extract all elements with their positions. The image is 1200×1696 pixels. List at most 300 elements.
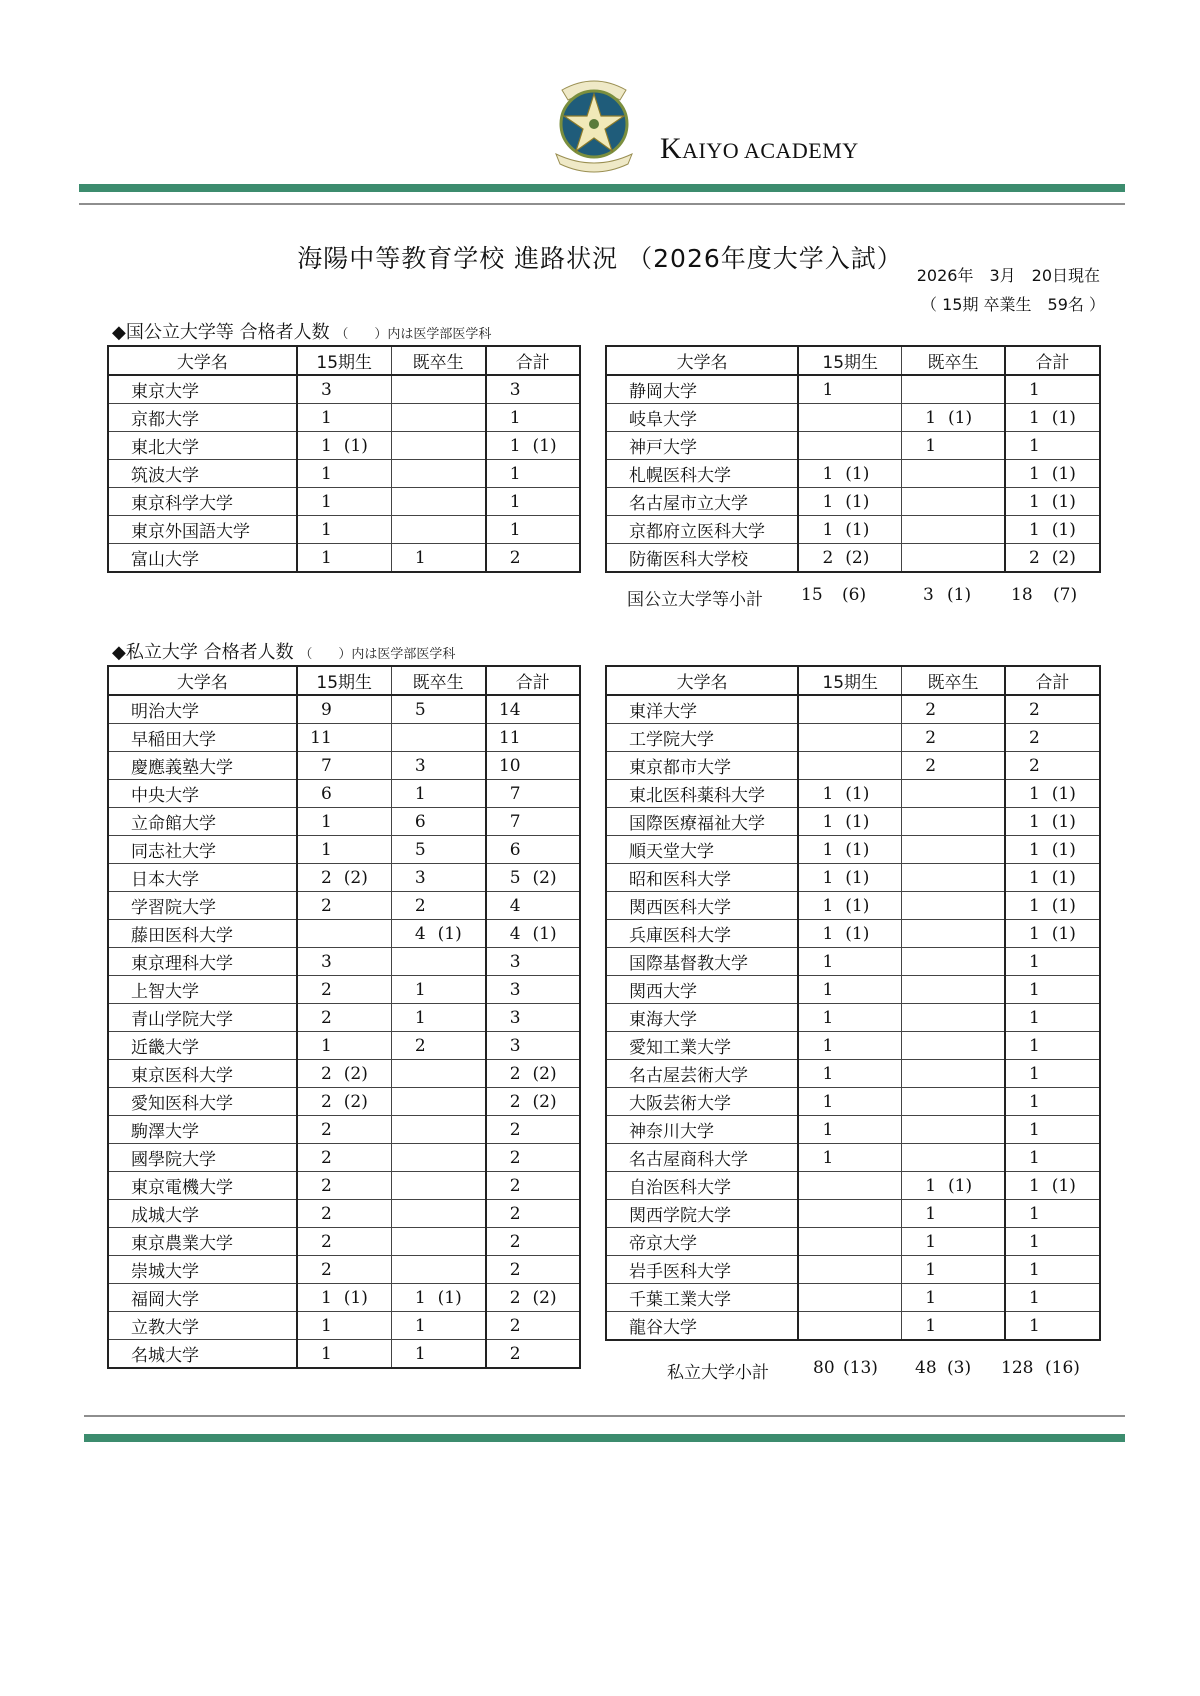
current-cell — [798, 724, 901, 752]
current-count: 1 — [320, 811, 332, 832]
total-count: 3 — [509, 1035, 521, 1056]
total-medical-count: (2) — [532, 1091, 557, 1112]
current-cell — [798, 432, 901, 460]
table-row — [606, 1256, 1100, 1284]
total-cell — [1005, 488, 1100, 516]
current-cell — [798, 976, 901, 1004]
graduate-cell — [902, 432, 1005, 460]
graduate-cell — [902, 752, 1005, 780]
total-cell — [1005, 404, 1100, 432]
total-count: 2 — [1029, 727, 1040, 748]
graduate-count: 1 — [925, 407, 937, 428]
table-row — [108, 808, 580, 836]
graduate-cell — [902, 1228, 1005, 1256]
total-cell — [1005, 752, 1100, 780]
current-count: 1 — [320, 1315, 332, 1336]
university-name: 東京電機大学 — [108, 1172, 297, 1200]
current-cell — [297, 695, 391, 724]
university-name: 神戸大学 — [606, 432, 798, 460]
table-row — [108, 544, 580, 573]
university-name: 近畿大学 — [108, 1032, 297, 1060]
current-count: 2 — [320, 1091, 332, 1112]
university-name: 崇城大学 — [108, 1256, 297, 1284]
total-count: 1 — [1029, 1063, 1040, 1084]
total-cell — [1005, 1172, 1100, 1200]
university-name: 兵庫医科大学 — [606, 920, 798, 948]
current-cell — [297, 1116, 391, 1144]
total-count: 1 — [1029, 867, 1040, 888]
total-medical-count: (1) — [1051, 519, 1076, 540]
total-cell — [486, 404, 580, 432]
graduate-cell — [902, 1312, 1005, 1341]
graduate-count: （ 15期 卒業生 59名 ） — [921, 295, 1105, 314]
university-name: 名古屋商科大学 — [606, 1144, 798, 1172]
university-name: 自治医科大学 — [606, 1172, 798, 1200]
total-cell — [1005, 1116, 1100, 1144]
total-medical-count: (1) — [1051, 811, 1076, 832]
public-subtotal-graduate: 3 — [923, 585, 934, 605]
university-name: 名城大学 — [108, 1340, 297, 1369]
table-row — [108, 404, 580, 432]
col-header-current: 15期生 — [798, 666, 901, 695]
current-count: 1 — [822, 379, 834, 400]
current-medical-count: (2) — [343, 1091, 368, 1112]
brand-rest: AIYO ACADEMY — [682, 138, 859, 163]
total-cell — [486, 375, 580, 404]
current-count: 1 — [320, 519, 332, 540]
total-cell — [1005, 432, 1100, 460]
total-cell — [1005, 948, 1100, 976]
current-cell — [297, 780, 391, 808]
table-row — [108, 516, 580, 544]
table-row — [108, 1144, 580, 1172]
current-cell — [798, 404, 901, 432]
graduate-count: 2 — [414, 1035, 426, 1056]
current-count: 6 — [320, 783, 332, 804]
total-medical-count: (1) — [1051, 867, 1076, 888]
graduate-cell — [391, 892, 485, 920]
current-cell — [297, 808, 391, 836]
graduate-cell — [902, 488, 1005, 516]
current-medical-count: (2) — [845, 547, 870, 568]
graduate-cell — [391, 460, 485, 488]
graduate-cell — [391, 1088, 485, 1116]
current-count: 7 — [320, 755, 332, 776]
graduate-cell — [902, 1144, 1005, 1172]
col-header-graduate: 既卒生 — [902, 666, 1005, 695]
table-row — [606, 752, 1100, 780]
total-count: 3 — [509, 979, 521, 1000]
table-row — [108, 920, 580, 948]
university-name: 東北大学 — [108, 432, 297, 460]
graduate-count: 1 — [414, 1287, 426, 1308]
total-count: 1 — [1029, 783, 1040, 804]
current-cell — [798, 488, 901, 516]
graduate-cell — [391, 976, 485, 1004]
current-count: 1 — [822, 979, 834, 1000]
total-count: 1 — [1029, 1007, 1040, 1028]
total-cell — [1005, 516, 1100, 544]
total-count: 4 — [509, 895, 521, 916]
col-header-name: 大学名 — [606, 666, 798, 695]
total-count: 2 — [1029, 547, 1040, 568]
table-header-row — [606, 346, 1100, 375]
total-cell — [486, 780, 580, 808]
total-cell — [1005, 724, 1100, 752]
table-row — [108, 1284, 580, 1312]
public-subtotal-label: 国公立大学等小計 — [627, 590, 763, 610]
current-medical-count: (1) — [845, 463, 870, 484]
table-row — [606, 1060, 1100, 1088]
total-cell — [486, 1256, 580, 1284]
total-count: 1 — [509, 519, 521, 540]
graduate-cell — [391, 488, 485, 516]
graduate-cell — [902, 920, 1005, 948]
total-count: 1 — [1029, 1175, 1040, 1196]
current-cell — [297, 836, 391, 864]
graduate-cell — [902, 1060, 1005, 1088]
total-medical-count: (1) — [1051, 839, 1076, 860]
current-count: 1 — [822, 951, 834, 972]
col-header-graduate: 既卒生 — [391, 666, 485, 695]
table-row — [108, 780, 580, 808]
total-cell — [486, 432, 580, 460]
university-name: 大阪芸術大学 — [606, 1088, 798, 1116]
table-row — [108, 836, 580, 864]
total-medical-count: (1) — [1051, 895, 1076, 916]
total-medical-count: (1) — [1051, 783, 1076, 804]
graduate-cell — [902, 1088, 1005, 1116]
current-count: 1 — [822, 491, 834, 512]
current-cell — [297, 752, 391, 780]
current-count: 1 — [822, 895, 834, 916]
total-count: 14 — [498, 699, 521, 720]
graduate-count: 1 — [414, 783, 426, 804]
table-row — [108, 1172, 580, 1200]
total-cell — [486, 460, 580, 488]
graduate-cell — [391, 1032, 485, 1060]
current-cell — [297, 488, 391, 516]
brand-wordmark — [660, 132, 859, 166]
graduate-cell — [391, 948, 485, 976]
table-row — [606, 516, 1100, 544]
current-count: 11 — [310, 727, 332, 748]
graduate-cell — [902, 1284, 1005, 1312]
current-cell — [297, 432, 391, 460]
table-row — [606, 920, 1100, 948]
graduate-cell — [902, 544, 1005, 573]
total-cell — [486, 1200, 580, 1228]
current-cell — [297, 1144, 391, 1172]
total-cell — [1005, 808, 1100, 836]
current-cell — [798, 1144, 901, 1172]
graduate-count: 1 — [925, 1287, 937, 1308]
total-count: 2 — [509, 1231, 521, 1252]
table-row — [606, 1312, 1100, 1341]
total-cell — [486, 1060, 580, 1088]
total-count: 2 — [509, 1315, 521, 1336]
table-row — [108, 752, 580, 780]
graduate-cell — [391, 1340, 485, 1369]
total-count: 1 — [1029, 1287, 1040, 1308]
current-medical-count: (1) — [845, 491, 870, 512]
graduate-cell — [902, 1200, 1005, 1228]
current-count: 1 — [822, 839, 834, 860]
table-row — [606, 1172, 1100, 1200]
graduate-count: 1 — [925, 1231, 937, 1252]
total-cell — [486, 864, 580, 892]
graduate-cell — [902, 780, 1005, 808]
current-medical-count: (2) — [343, 867, 368, 888]
current-count: 1 — [320, 1035, 332, 1056]
current-count: 1 — [822, 519, 834, 540]
graduate-cell — [391, 724, 485, 752]
graduate-cell — [391, 695, 485, 724]
graduate-count: 1 — [925, 1175, 937, 1196]
total-count: 2 — [509, 1119, 521, 1140]
university-name: 名古屋芸術大学 — [606, 1060, 798, 1088]
current-cell — [798, 864, 901, 892]
total-count: 1 — [1029, 435, 1040, 456]
current-count: 3 — [320, 951, 332, 972]
university-name: 関西学院大学 — [606, 1200, 798, 1228]
total-cell — [1005, 375, 1100, 404]
graduate-cell — [391, 920, 485, 948]
total-count: 2 — [509, 1175, 521, 1196]
total-count: 2 — [1029, 699, 1040, 720]
current-count: 1 — [822, 923, 834, 944]
university-name: 明治大学 — [108, 695, 297, 724]
total-cell — [486, 752, 580, 780]
total-count: 5 — [509, 867, 521, 888]
current-cell — [297, 1172, 391, 1200]
university-name: 藤田医科大学 — [108, 920, 297, 948]
graduate-count: 4 — [414, 923, 426, 944]
col-header-total: 合計 — [486, 346, 580, 375]
total-cell — [1005, 1312, 1100, 1341]
col-header-current: 15期生 — [297, 666, 391, 695]
graduate-cell — [902, 516, 1005, 544]
university-name: 愛知工業大学 — [606, 1032, 798, 1060]
current-count: 1 — [822, 1007, 834, 1028]
graduate-count: 2 — [925, 699, 937, 720]
table-header-row — [108, 346, 580, 375]
university-name: 学習院大学 — [108, 892, 297, 920]
private-subtotal-total-med: (16) — [1045, 1358, 1080, 1378]
university-name: 東京農業大学 — [108, 1228, 297, 1256]
graduate-cell — [391, 1144, 485, 1172]
current-count: 1 — [320, 1287, 332, 1308]
public-subtotal-row — [605, 585, 1101, 609]
graduate-cell — [902, 695, 1005, 724]
graduate-cell — [902, 892, 1005, 920]
current-cell — [297, 1312, 391, 1340]
current-count: 1 — [822, 811, 834, 832]
total-count: 1 — [1029, 979, 1040, 1000]
graduate-cell — [902, 375, 1005, 404]
total-count: 1 — [1029, 491, 1040, 512]
current-cell — [297, 1340, 391, 1369]
total-count: 1 — [1029, 379, 1040, 400]
table-row — [108, 1312, 580, 1340]
university-name: 立命館大学 — [108, 808, 297, 836]
current-cell — [798, 1060, 901, 1088]
total-count: 2 — [509, 1287, 521, 1308]
current-cell — [297, 1004, 391, 1032]
col-header-graduate: 既卒生 — [391, 346, 485, 375]
col-header-current: 15期生 — [297, 346, 391, 375]
total-count: 11 — [498, 727, 521, 748]
current-count: 2 — [320, 1147, 332, 1168]
table-row — [108, 1256, 580, 1284]
total-count: 2 — [509, 547, 521, 568]
university-name: 神奈川大学 — [606, 1116, 798, 1144]
total-count: 7 — [509, 811, 521, 832]
total-medical-count: (2) — [1051, 547, 1076, 568]
total-count: 2 — [509, 1063, 521, 1084]
total-count: 1 — [1029, 1315, 1040, 1336]
total-count: 4 — [509, 923, 521, 944]
current-medical-count: (1) — [845, 839, 870, 860]
table-row — [108, 948, 580, 976]
table-row — [606, 460, 1100, 488]
table-row — [108, 724, 580, 752]
table-row — [606, 375, 1100, 404]
current-count: 1 — [320, 547, 332, 568]
graduate-cell — [902, 404, 1005, 432]
total-cell — [486, 544, 580, 573]
total-count: 1 — [1029, 895, 1040, 916]
total-cell — [486, 808, 580, 836]
total-count: 2 — [509, 1203, 521, 1224]
total-cell — [486, 1284, 580, 1312]
public-subtotal-total: 18 — [1011, 585, 1033, 605]
public-subtotal-current-med: (6) — [842, 585, 867, 605]
current-cell — [798, 1284, 901, 1312]
current-count: 1 — [320, 463, 332, 484]
university-name: 関西大学 — [606, 976, 798, 1004]
university-name: 筑波大学 — [108, 460, 297, 488]
total-cell — [1005, 1060, 1100, 1088]
table-row — [606, 1200, 1100, 1228]
table-row — [108, 1228, 580, 1256]
current-cell — [798, 1256, 901, 1284]
current-count: 1 — [822, 867, 834, 888]
university-name: 千葉工業大学 — [606, 1284, 798, 1312]
graduate-cell — [902, 1004, 1005, 1032]
current-medical-count: (1) — [845, 783, 870, 804]
total-cell — [486, 948, 580, 976]
table-row — [108, 460, 580, 488]
total-cell — [486, 695, 580, 724]
current-cell — [798, 516, 901, 544]
kaiyo-academy-crest-logo — [548, 68, 640, 174]
university-name: 愛知医科大学 — [108, 1088, 297, 1116]
current-count: 1 — [822, 783, 834, 804]
total-cell — [1005, 1088, 1100, 1116]
university-name: 東北医科薬科大学 — [606, 780, 798, 808]
university-name: 同志社大学 — [108, 836, 297, 864]
university-name: 成城大学 — [108, 1200, 297, 1228]
graduate-cell — [391, 1256, 485, 1284]
header-green-rule — [79, 184, 1125, 192]
total-cell — [1005, 1004, 1100, 1032]
graduate-medical-count: (1) — [948, 1175, 973, 1196]
current-cell — [798, 920, 901, 948]
table-row — [108, 1340, 580, 1369]
graduate-cell — [391, 1004, 485, 1032]
table-row — [606, 1284, 1100, 1312]
graduate-medical-count: (1) — [437, 1287, 462, 1308]
graduate-count: 1 — [414, 979, 426, 1000]
table-row — [606, 724, 1100, 752]
university-name: 東京理科大学 — [108, 948, 297, 976]
university-name: 静岡大学 — [606, 375, 798, 404]
graduate-count: 1 — [925, 1203, 937, 1224]
total-count: 7 — [509, 783, 521, 804]
current-cell — [297, 1228, 391, 1256]
current-medical-count: (1) — [343, 435, 368, 456]
total-cell — [1005, 695, 1100, 724]
total-cell — [486, 1144, 580, 1172]
total-cell — [486, 1312, 580, 1340]
graduate-cell — [391, 780, 485, 808]
current-cell — [798, 948, 901, 976]
private-subtotal-current-med: (13) — [843, 1358, 878, 1378]
page-title: 海陽中等教育学校 進路状況 （2026年度大学入試） — [297, 243, 903, 273]
current-count: 2 — [320, 1119, 332, 1140]
current-cell — [798, 1228, 901, 1256]
graduate-cell — [391, 544, 485, 573]
current-cell — [798, 808, 901, 836]
graduate-cell — [902, 808, 1005, 836]
table-row — [108, 432, 580, 460]
table-row — [606, 1116, 1100, 1144]
total-cell — [486, 836, 580, 864]
total-cell — [486, 488, 580, 516]
graduate-cell — [391, 1116, 485, 1144]
current-count: 3 — [320, 379, 332, 400]
current-cell — [798, 544, 901, 573]
current-medical-count: (1) — [845, 519, 870, 540]
total-medical-count: (1) — [1051, 491, 1076, 512]
university-name: 帝京大学 — [606, 1228, 798, 1256]
current-count: 2 — [320, 979, 332, 1000]
table-row — [108, 892, 580, 920]
current-cell — [798, 752, 901, 780]
current-cell — [297, 892, 391, 920]
total-medical-count: (1) — [1051, 1175, 1076, 1196]
total-cell — [1005, 780, 1100, 808]
university-name: 龍谷大学 — [606, 1312, 798, 1341]
total-count: 1 — [1029, 923, 1040, 944]
current-cell — [297, 1088, 391, 1116]
total-cell — [486, 1172, 580, 1200]
total-cell — [1005, 920, 1100, 948]
current-cell — [798, 1116, 901, 1144]
public-table-right — [605, 345, 1101, 573]
table-row — [606, 780, 1100, 808]
university-name: 富山大学 — [108, 544, 297, 573]
current-count: 1 — [822, 1147, 834, 1168]
current-cell — [798, 375, 901, 404]
university-name: 札幌医科大学 — [606, 460, 798, 488]
total-medical-count: (2) — [532, 1287, 557, 1308]
university-name: 京都大学 — [108, 404, 297, 432]
table-row — [108, 1060, 580, 1088]
current-cell — [798, 1032, 901, 1060]
current-count: 1 — [320, 435, 332, 456]
